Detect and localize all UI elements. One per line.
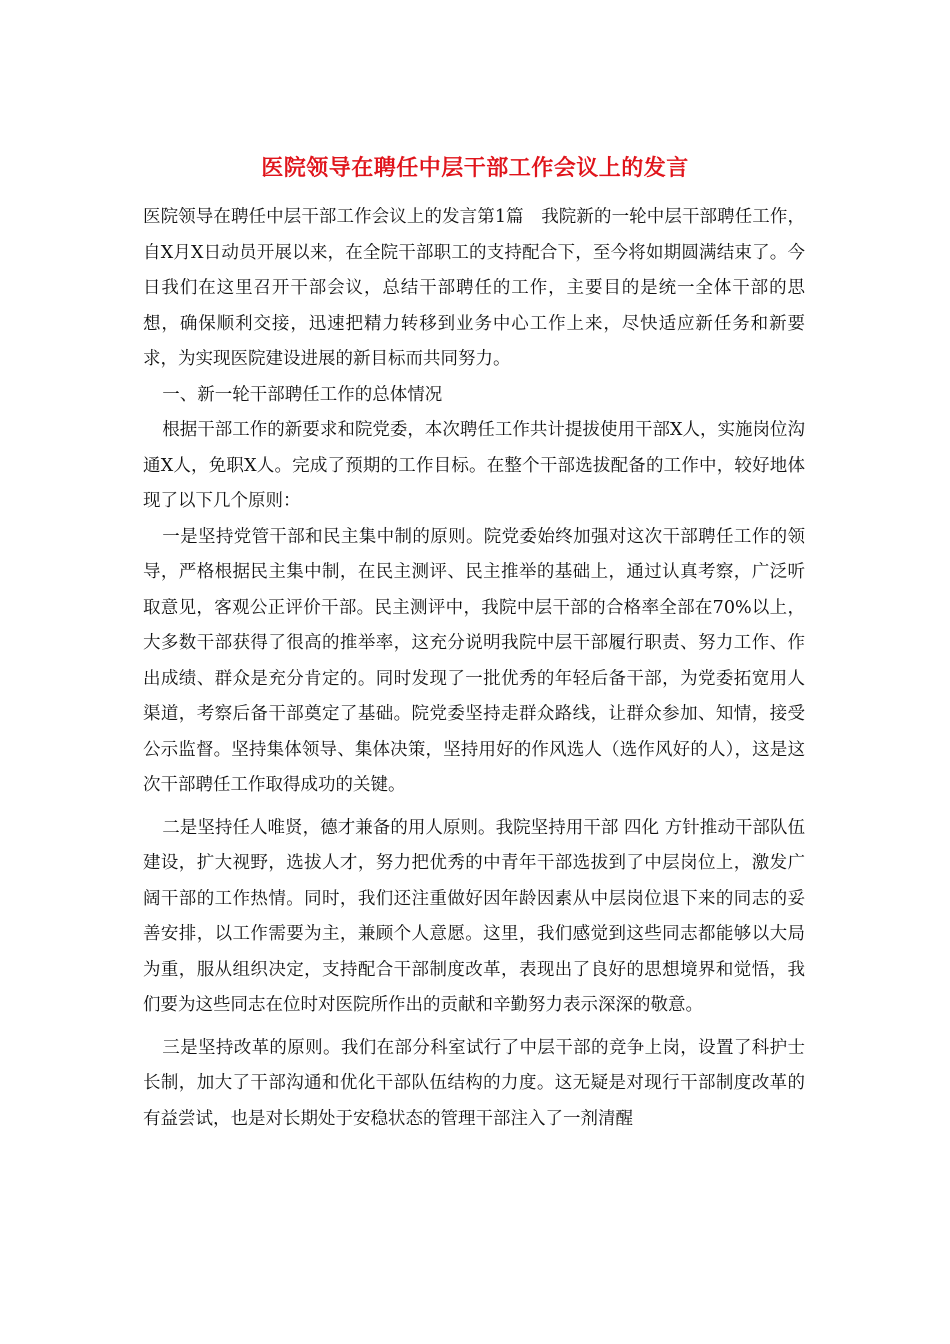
paragraph-principle-three: 三是坚持改革的原则。我们在部分科室试行了中层干部的竞争上岗，设置了科护士长制，加大了干部沟通和优化干部队伍结构的力度。这无疑是对现行干部制度改革的有益尝试，也是对长期处于安稳状态的管理干部注入了一剂清醒 xyxy=(143,1037,805,1129)
paragraph-overview: 根据干部工作的新要求和院党委，本次聘任工作共计提拔使用干部X人，实施岗位沟通X人，免职X人。完成了预期的工作目标。在整个干部选拔配备的工作中，较好地体现了以下几个原则： xyxy=(143,420,805,511)
document-title: 医院领导在聘任中层干部工作会议上的发言 xyxy=(261,155,689,181)
section-heading-overview: 一、新一轮干部聘任工作的总体情况 xyxy=(162,384,443,405)
paragraph-principle-two: 二是坚持任人唯贤，德才兼备的用人原则。我院坚持用干部 四化 方针推动干部队伍建设，扩大视野，选拔人才，努力把优秀的中青年干部选拔到了中层岗位上，激发广阔干部的工作热情。同时，我们还注重做好因年龄因素从中层岗位退下来的同志的妥善安排，以工作需要为主，兼顾个人意愿。这里，我们感觉到这些同志都能够以大局为重，服从组织决定，支持配合干部制度改革，表现出了良好的思想境界和觉悟，我们要为这些同志在位时对医院所作出的贡献和辛勤努力表示深深的敬意。 xyxy=(143,817,805,1015)
paragraph-principle-one: 一是坚持党管干部和民主集中制的原则。院党委始终加强对这次干部聘任工作的领导，严格根据民主集中制，在民主测评、民主推举的基础上，通过认真考察，广泛听取意见，客观公正评价干部。民主测评中，我院中层干部的合格率全部在70%以上，大多数干部获得了很高的推举率，这充分说明我院中层干部履行职责、努力工作、作出成绩、群众是充分肯定的。同时发现了一批优秀的年轻后备干部，为党委拓宽用人渠道，考察后备干部奠定了基础。院党委坚持走群众路线，让群众参加、知情，接受公示监督。坚持集体领导、集体决策，坚持用好的作风选人（选作风好的人），这是这次干部聘任工作取得成功的关键。 xyxy=(143,526,805,795)
paragraph-intro: 医院领导在聘任中层干部工作会议上的发言第1篇 我院新的一轮中层干部聘任工作，自X月X日动员开展以来，在全院干部职工的支持配合下，至今将如期圆满结束了。今日我们在这里召开干部会议，总结干部聘任的工作，主要目的是统一全体干部的思想，确保顺利交接，迅速把精力转移到业务中心工作上来，尽快适应新任务和新要求，为实现医院建设进展的新目标而共同努力。 xyxy=(143,207,805,369)
document-body xyxy=(143,200,805,1137)
